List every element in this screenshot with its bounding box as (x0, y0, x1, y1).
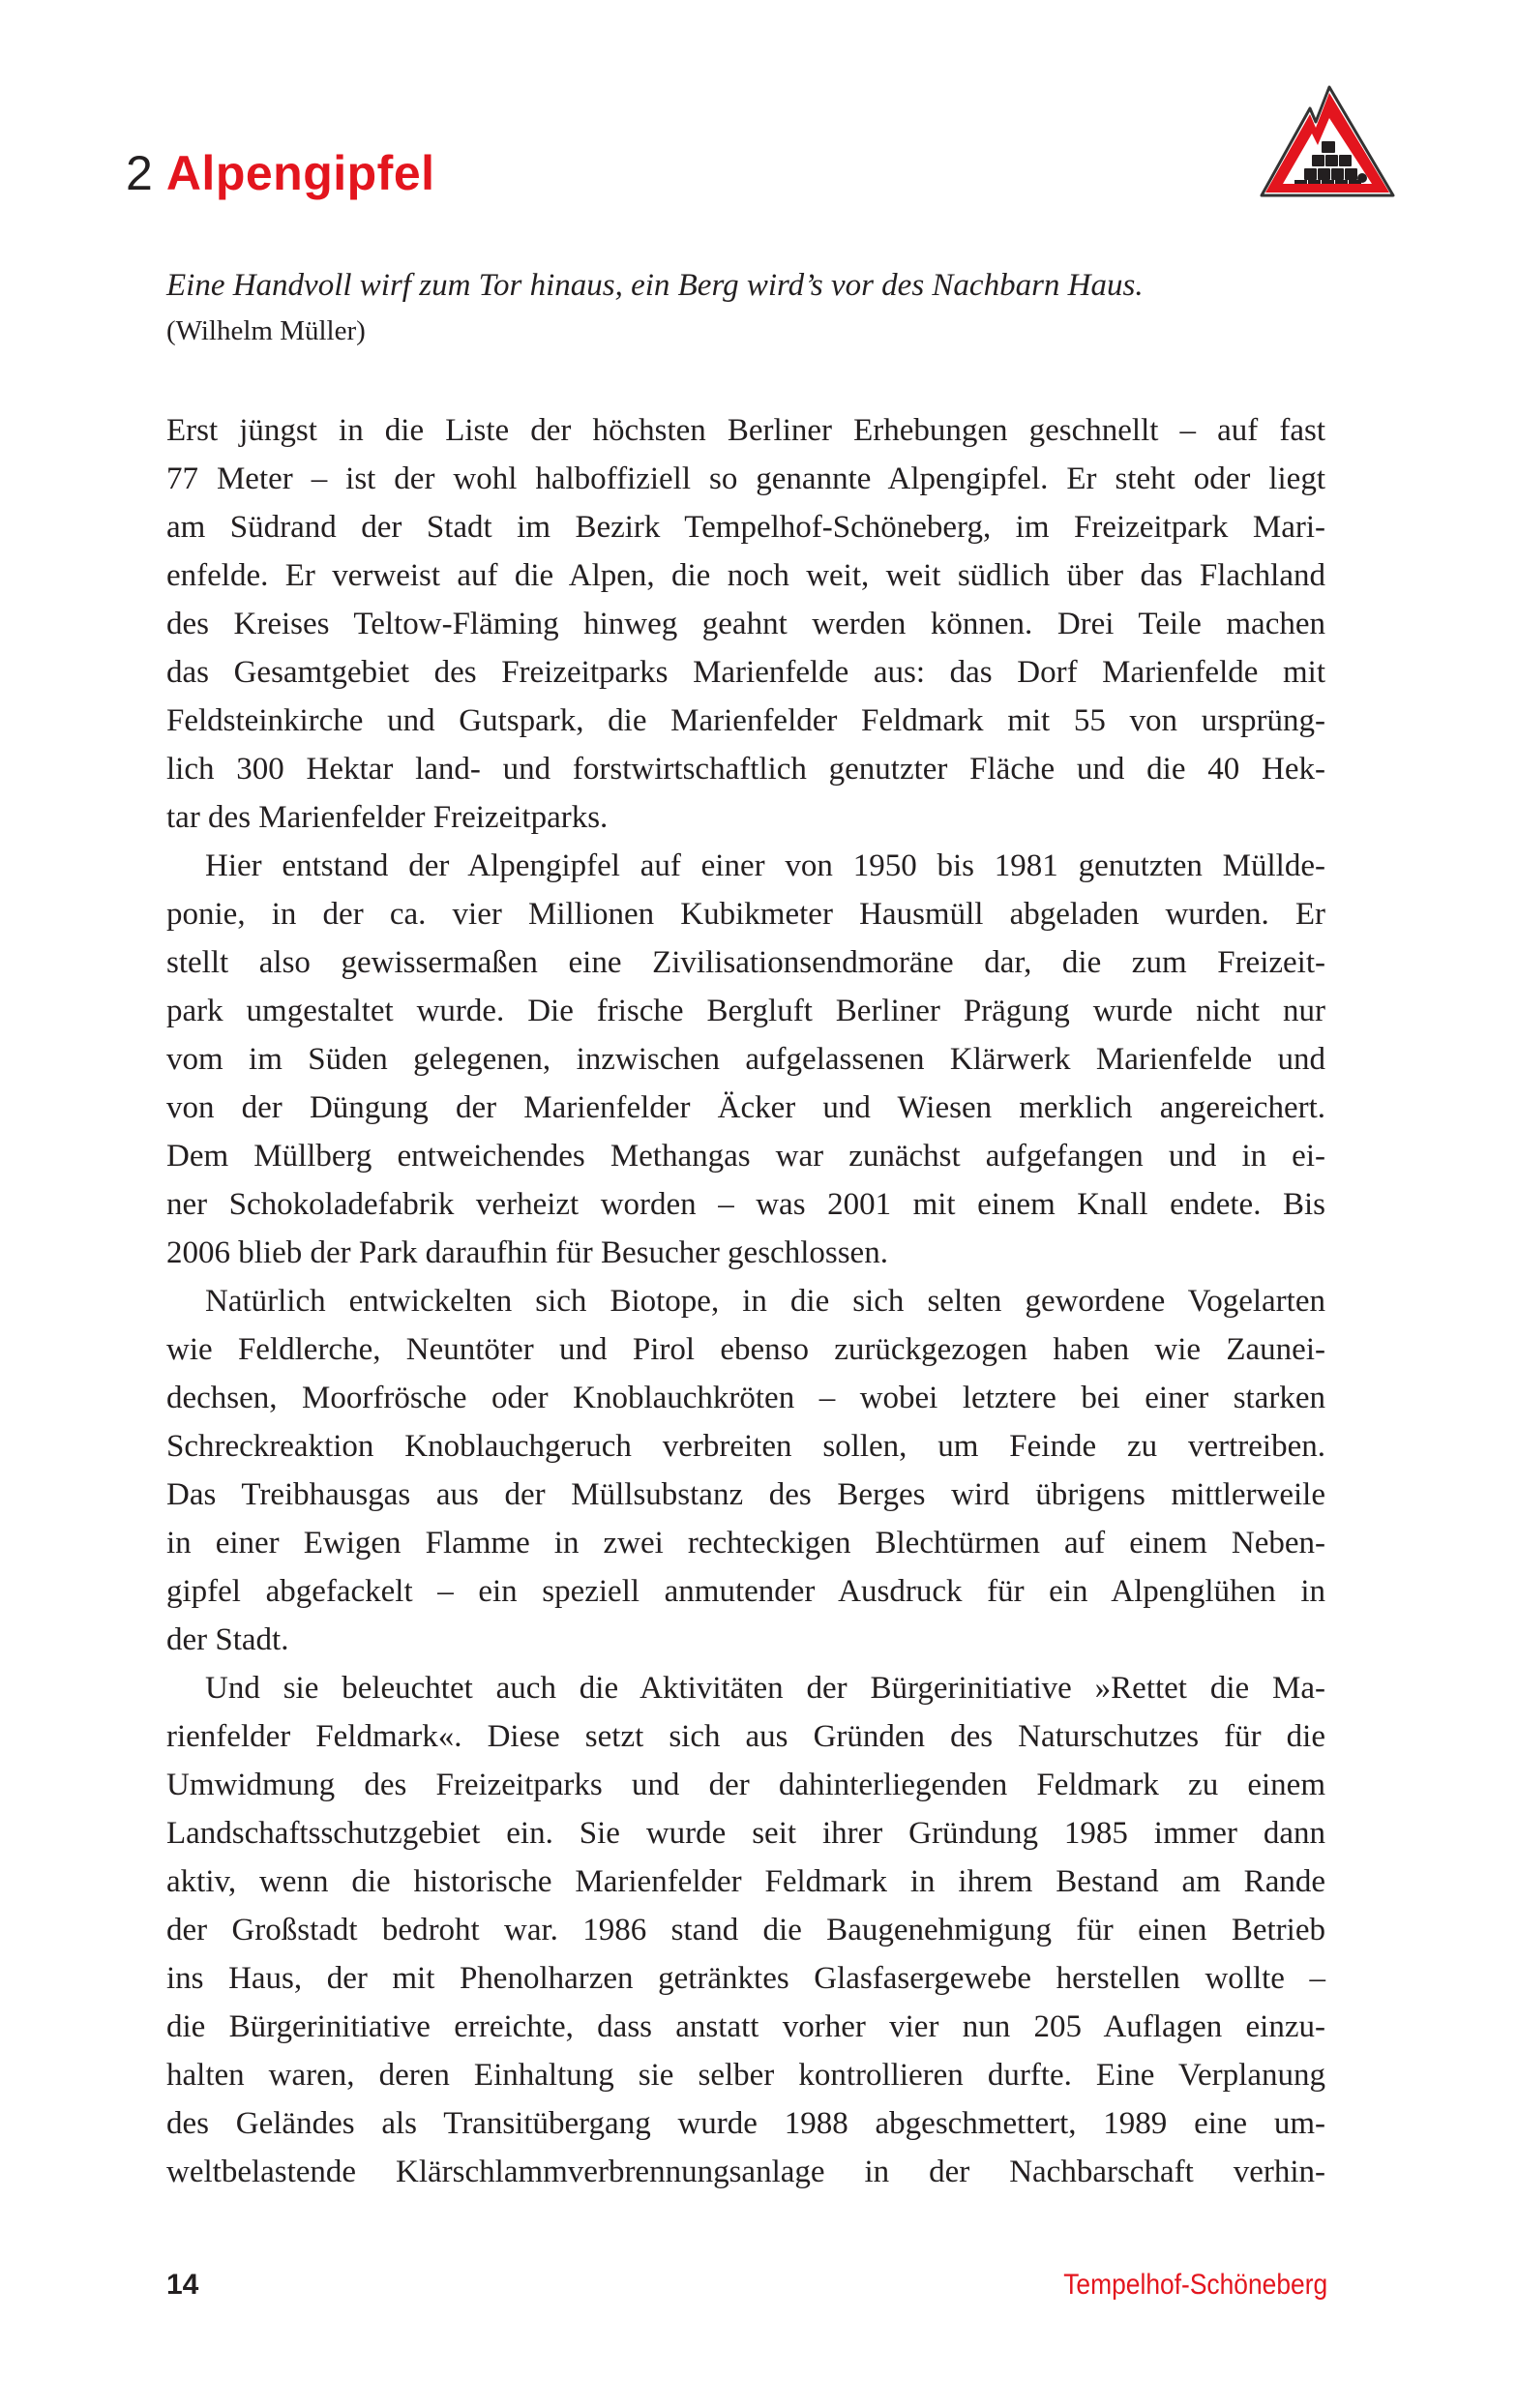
chapter-title: Alpengipfel (165, 146, 435, 200)
text-line: enfelde. Er verweist auf die Alpen, die noch weit, weit südlich über das Flachland (166, 558, 1325, 593)
text-line: vom im Süden gelegenen, inzwischen aufgelassenen Klärwerk Marienfelde und (166, 1042, 1325, 1077)
text-line: lich 300 Hektar land- und forstwirtschaftlich genutzter Fläche und die 40 Hek- (166, 752, 1325, 787)
epigraph (166, 261, 1327, 352)
text-line: der Großstadt bedroht war. 1986 stand die Baugenehmigung für einen Betrieb (166, 1913, 1325, 1947)
text-line: Feldsteinkirche und Gutspark, die Marienfelder Feldmark mit 55 von ursprüng- (166, 703, 1325, 738)
text-line: aktiv, wenn die historische Marienfelder Feldmark in ihrem Bestand am Rande (166, 1864, 1325, 1899)
text-line: des Geländes als Transitübergang wurde 1988 abgeschmettert, 1989 eine um- (166, 2106, 1325, 2141)
text-line: des Kreises Teltow-Fläming hinweg geahnt werden können. Drei Teile machen (166, 607, 1325, 641)
text-line: Landschaftsschutzgebiet ein. Sie wurde seit ihrer Gründung 1985 immer dann (166, 1816, 1325, 1851)
epigraph-quote: Eine Handvoll wirf zum Tor hinaus, ein Berg wird’s vor des Nachbarn Haus. (166, 268, 1144, 303)
text-line: halten waren, deren Einhaltung sie selber kontrollieren durfte. Eine Verplanung (166, 2058, 1325, 2093)
running-footer-district: Tempelhof-Schöneberg (1063, 2269, 1327, 2301)
text-line: 77 Meter – ist der wohl halboffiziell so genannte Alpengipfel. Er steht oder liegt (166, 461, 1325, 496)
text-line: von der Düngung der Marienfelder Äcker und Wiesen merklich angereichert. (166, 1090, 1325, 1125)
text-line: in einer Ewigen Flamme in zwei rechteckigen Blechtürmen auf einem Neben- (166, 1526, 1325, 1561)
text-line: wie Feldlerche, Neuntöter und Pirol ebenso zurückgezogen haben wie Zaunei- (166, 1332, 1325, 1367)
text-line: gipfel abgefackelt – ein speziell anmutender Ausdruck für ein Alpenglühen in (166, 1574, 1325, 1609)
text-line: ner Schokoladefabrik verheizt worden – was 2001 mit einem Knall endete. Bis (166, 1187, 1325, 1222)
text-line: ponie, in der ca. vier Millionen Kubikmeter Hausmüll abgeladen wurden. Er (166, 897, 1325, 932)
paragraph-start-line: Und sie beleuchtet auch die Aktivitäten der Bürgerinitiative »Rettet die Ma- (205, 1671, 1325, 1706)
text-line: der Stadt. (166, 1622, 289, 1657)
text-line: das Gesamtgebiet des Freizeitparks Marienfelde aus: das Dorf Marienfelde mit (166, 655, 1325, 690)
text-line: rienfelder Feldmark«. Diese setzt sich aus Gründen des Naturschutzes für die (166, 1719, 1325, 1754)
chapter-header (126, 145, 435, 213)
epigraph-author: (Wilhelm Müller) (166, 315, 366, 346)
text-line: am Südrand der Stadt im Bezirk Tempelhof-Schöneberg, im Freizeitpark Mari- (166, 510, 1325, 545)
text-line: ins Haus, der mit Phenolharzen getränktes Glasfasergewebe herstellen wollte – (166, 1961, 1325, 1996)
text-line: 2006 blieb der Park daraufhin für Besucher geschlossen. (166, 1235, 888, 1270)
text-line: tar des Marienfelder Freizeitparks. (166, 800, 609, 835)
paragraph-start-line: Natürlich entwickelten sich Biotope, in die sich selten gewordene Vogelarten (205, 1284, 1325, 1319)
text-line: park umgestaltet wurde. Die frische Bergluft Berliner Prägung wurde nicht nur (166, 994, 1325, 1028)
text-line: Schreckreaktion Knoblauchgeruch verbreiten sollen, um Feinde zu vertreiben. (166, 1429, 1325, 1464)
text-line: Das Treibhausgas aus der Müllsubstanz des Berges wird übrigens mittlerweile (166, 1477, 1325, 1512)
text-line: Umwidmung des Freizeitparks und der dahinterliegenden Feldmark zu einem (166, 1768, 1325, 1802)
mountain-of-trash-cans-warning-sign-icon (1256, 79, 1399, 203)
text-line: Dem Müllberg entweichendes Methangas war zunächst aufgefangen und in ei- (166, 1139, 1325, 1174)
paragraph-start-line: Hier entstand der Alpengipfel auf einer von 1950 bis 1981 genutzten Mülldе- (205, 848, 1325, 883)
text-line: Erst jüngst in die Liste der höchsten Berliner Erhebungen geschnellt – auf fast (166, 413, 1325, 448)
text-line: weltbelastende Klärschlammverbrennungsanlage in der Nachbarschaft verhin- (166, 2155, 1325, 2189)
body-text (166, 406, 1325, 2196)
text-line: die Bürgerinitiative erreichte, dass anstatt vorher vier nun 205 Auflagen einzu- (166, 2009, 1325, 2044)
text-line: dechsen, Moorfrösche oder Knoblauchkröten – wobei letztere bei einer starken (166, 1381, 1325, 1415)
page-number: 14 (166, 2269, 199, 2301)
text-line: stellt also gewissermaßen eine Zivilisationsendmoräne dar, die zum Freizeit- (166, 945, 1325, 980)
chapter-number: 2 (126, 146, 153, 200)
